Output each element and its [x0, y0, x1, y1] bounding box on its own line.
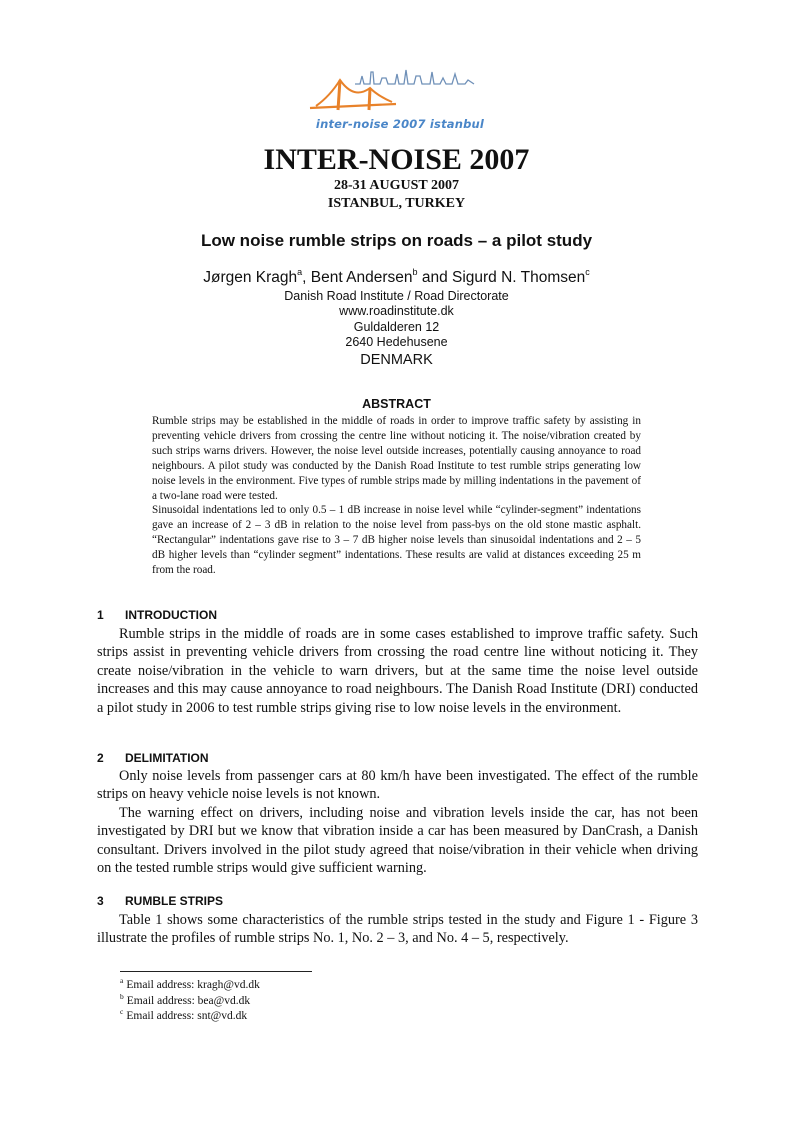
- section-body-delimitation: [97, 767, 698, 877]
- section-title: RUMBLE STRIPS: [125, 894, 224, 908]
- section-heading-rumble-strips: [97, 894, 223, 909]
- section-heading-delimitation: [97, 751, 209, 766]
- body-paragraph: Rumble strips in the middle of roads are in some cases established to improve traffic safety. Such strips assist in preventing vehicle drivers from crossing the road centre line without noticing it. They create noise/vibration in the vehicle to warn drivers, but at the same time the noise level outside increases and this may cause annoyance to road neighbours. The Danish Road Institute (DRI) conducted a pilot study in 2006 to test rumble strips giving rise to low noise levels in the environment.: [97, 626, 698, 716]
- author-list: [0, 268, 793, 288]
- abstract-heading: ABSTRACT: [362, 397, 431, 411]
- section-number: 3: [97, 894, 104, 908]
- bridge-skyline-icon: [300, 66, 500, 118]
- author-name: Bent Andersen: [310, 269, 413, 286]
- body-paragraph: Only noise levels from passenger cars at 80 km/h have been investigated. The effect of the rumble strips on heavy vehicle noise levels is not known.: [97, 768, 698, 803]
- footnote-text: Email address: bea@vd.dk: [126, 994, 251, 1007]
- section-heading-introduction: [97, 608, 217, 623]
- author-mark: a: [297, 267, 303, 277]
- section-title: DELIMITATION: [125, 751, 209, 765]
- footnote-item: [120, 1009, 520, 1025]
- conference-date: 28-31 AUGUST 2007: [334, 178, 459, 193]
- body-paragraph: Table 1 shows some characteristics of the rumble strips tested in the study and Figure 1 - Figure 3 illustrate the profiles of rumble strips No. 1, No. 2 – 3, and No. 4 – 5, respectively.: [97, 912, 698, 947]
- abstract-body: [152, 414, 641, 578]
- affiliation-street: Guldalderen 12: [353, 320, 440, 334]
- affiliation-website: www.roadinstitute.dk: [339, 304, 454, 318]
- affiliation-country: DENMARK: [360, 352, 433, 368]
- footnote-text: Email address: snt@vd.dk: [126, 1010, 248, 1023]
- abstract-paragraph: Rumble strips may be established in the middle of roads in order to improve traffic safety by assisting in preventing vehicle drivers from crossing the centre line without noticing it. The noise/vibration created by such strips warns drivers. However, the noise level outside increases, potentially causing annoyance to road neighbours. A pilot study was conducted by the Danish Road Institute to test rumble strips generating low noise levels in the environment. Five types of rumble strips made by milling indentations in the pavement of a two-lane road were tested.: [152, 415, 641, 502]
- footnote-text: Email address: kragh@vd.dk: [126, 979, 260, 991]
- footnote-item: [120, 991, 520, 1010]
- section-body-rumble-strips: [97, 911, 698, 948]
- abstract-paragraph: Sinusoidal indentations led to only 0.5 – 1 dB increase in noise level while “cylinder-segment” indentations gave an increase of 2 – 3 dB in relation to the noise level from pass-bys on the old stone mastic asphalt. “Rectangular” indentations gave rise to 3 – 7 dB higher noise levels than sinusoidal indentations and 2 – 5 dB higher levels than “cylinder segment” indentations. These results are valid at distances exceeding 25 m from the road.: [152, 504, 641, 577]
- footnote-mark: b: [120, 991, 124, 1001]
- footnotes: [120, 978, 520, 1025]
- footnote-divider: [120, 971, 312, 972]
- section-number: 1: [97, 608, 104, 622]
- author-name: Sigurd N. Thomsen: [452, 269, 586, 286]
- section-body-introduction: [97, 625, 698, 717]
- author-separator: ,: [302, 269, 311, 286]
- footnote-mark: a: [120, 976, 124, 985]
- footnote-item: [120, 978, 520, 994]
- section-number: 2: [97, 751, 104, 765]
- conference-title: INTER-NOISE 2007: [263, 143, 530, 176]
- conference-place: ISTANBUL, TURKEY: [327, 196, 466, 211]
- affiliation-city: 2640 Hedehusene: [345, 335, 448, 349]
- author-mark: b: [412, 267, 418, 277]
- footnote-mark: c: [120, 1007, 124, 1017]
- author-name: Jørgen Kragh: [203, 269, 298, 286]
- author-separator: and: [417, 269, 452, 286]
- paper-title: Low noise rumble strips on roads – a pilot study: [200, 231, 593, 250]
- body-paragraph: The warning effect on drivers, including noise and vibration levels inside the car, has not been investigated by DRI but we know that vibration inside a car has been measured by DanCrash, a Danish consultant. Drivers involved in the pilot study agreed that noise/vibration in their vehicle when driving on the tested rumble strips would give sufficient warning.: [97, 804, 698, 877]
- author-mark: c: [585, 267, 590, 277]
- logo-text: inter-noise 2007 istanbul: [315, 117, 485, 131]
- affiliation-institute: Danish Road Institute / Road Directorate: [284, 289, 509, 303]
- section-title: INTRODUCTION: [125, 608, 217, 622]
- conference-logo: [300, 66, 500, 138]
